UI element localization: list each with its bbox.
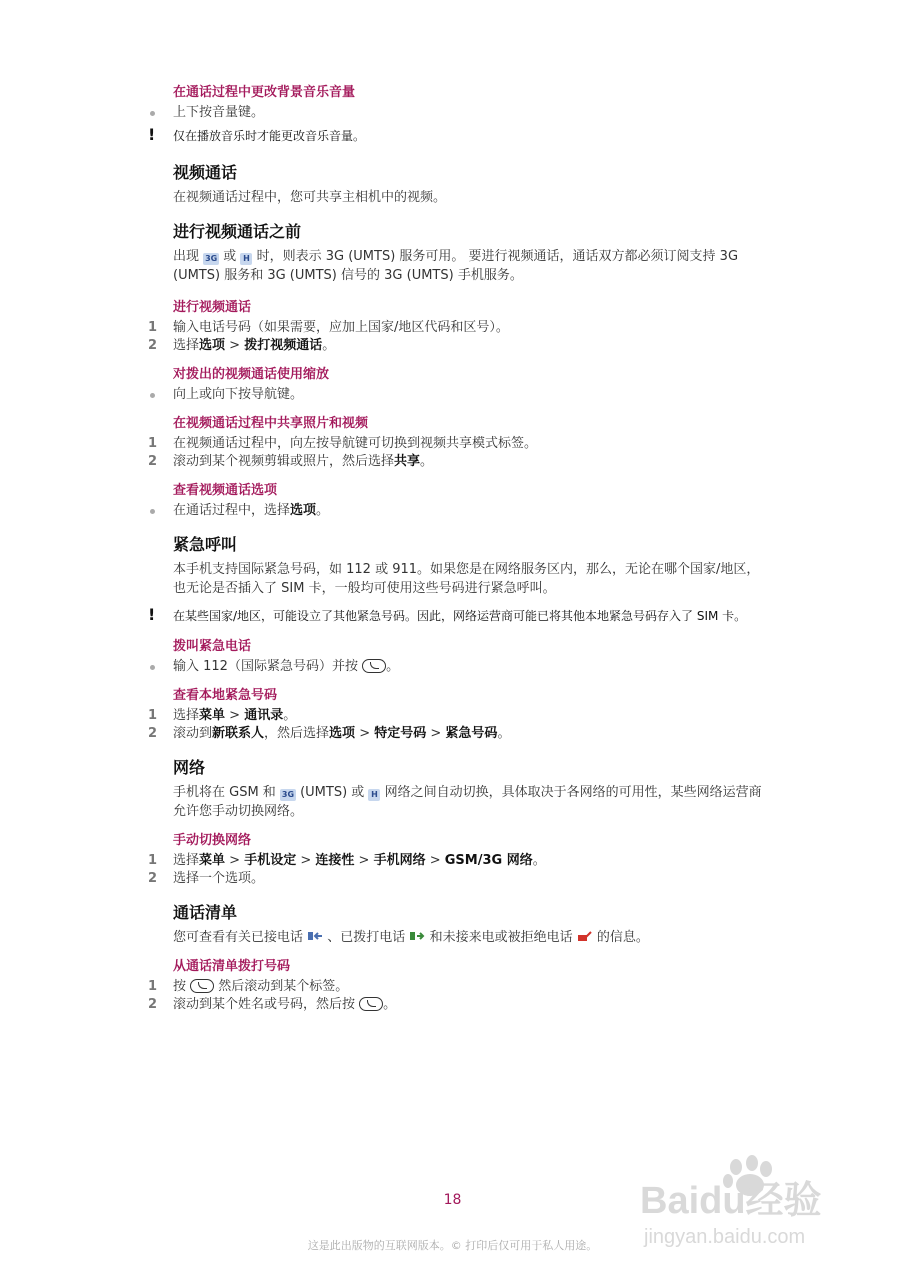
step-text: 然后滚动到某个标签。 [218,979,349,994]
footer-note: 这是此出版物的互联网版本。© 打印后仅可用于私人用途。 [307,1239,598,1252]
step-number: 2 [148,997,158,1012]
subheading-switch-network: 手动切换网络 [173,833,252,848]
menu-term: 紧急号码 [445,726,498,741]
subheading-local-emergency: 查看本地紧急号码 [173,688,278,703]
step-text: ，然后选择 [264,726,330,741]
3g-icon: 3G [281,790,295,799]
step-item [148,453,768,471]
step-number: 1 [148,320,158,335]
text: 、已拨打电话 [327,930,406,945]
text: 手机将在 GSM 和 [173,785,276,800]
text: 您可查看有关已接电话 [173,930,304,945]
step-number: 1 [148,708,158,723]
menu-term: 通讯录 [244,708,284,723]
watermark-brand: Baidu经验 [640,1180,822,1222]
dialled-call-icon [409,930,425,942]
punct: 。 [316,503,330,518]
text: 时，则表示 3G (UMTS) 服务可用。 要进行视频通话，通话双方都必须订阅支持 3G (UMTS) 服务和 3G (UMTS) 信号的 3G (UMTS) 手机服务。 [173,249,739,283]
bullet-icon [150,509,155,514]
step-text: 在视频通话过程中，向左按导航键可切换到视频共享模式标签。 [173,436,538,451]
hsdpa-icon: H [368,789,380,801]
paragraph: 在视频通话过程中，您可共享主相机中的视频。 [173,190,447,205]
punct: 。 [322,338,336,353]
step-item [148,870,768,888]
bullet-text: 上下按音量键。 [173,105,265,120]
step-item: 1 选择菜单 > 手机设定 > 连接性 > 手机网络 > GSM/3G 网络。 [148,853,546,868]
paragraph-network [173,783,768,821]
note-text: 在某些国家/地区，可能设立了其他紧急号码。因此，网络运营商可能已将其他本地紧急号码存入了 SIM 卡。 [173,609,747,623]
paragraph-call-log [173,928,768,947]
step-number: 1 [148,853,158,868]
menu-term: 选项 [199,338,226,353]
menu-term: 菜单 [199,853,226,868]
step-text: 选择一个选项。 [173,871,265,886]
note-text: 仅在播放音乐时才能更改音乐音量。 [173,129,366,143]
bullet-text: 在通话过程中，选择 [173,503,291,518]
answered-call-icon [307,930,323,942]
menu-term: GSM/3G 网络 [444,853,533,868]
step-item: 1 选择菜单 > 通讯录。 [148,708,297,723]
paragraph-3g [173,247,768,285]
step-number: 1 [148,436,158,451]
call-key-icon [362,659,386,673]
3g-icon: 3G [205,254,218,263]
menu-term: 连接性 [315,853,355,868]
punct: 。 [383,997,397,1012]
menu-term: 共享 [394,454,421,469]
bullet-item [148,658,768,676]
subheading-call-from-log: 从通话清单拨打号码 [173,959,291,974]
bullet-icon [150,111,155,116]
exclamation-icon: ! [148,605,156,624]
bullet-icon [150,393,155,398]
step-number: 1 [148,979,158,994]
menu-term: 新联系人 [212,726,265,741]
step-item [148,337,768,355]
text: 的信息。 [596,930,649,945]
heading-before-video-call: 进行视频通话之前 [173,222,302,241]
watermark-url: jingyan.baidu.com [644,1226,806,1248]
menu-term: 拨打视频通话 [244,338,323,353]
step-item [148,319,768,337]
step-number: 2 [148,338,158,353]
text: 和未接来电或被拒绝电话 [429,930,573,945]
text: 出现 [173,249,200,264]
baidu-watermark-logo [640,1155,880,1265]
step-number: 2 [148,871,158,886]
bullet-icon [150,665,155,670]
subheading-music-volume: 在通话过程中更改背景音乐音量 [173,85,356,100]
bullet-item [148,104,768,122]
heading-video-call: 视频通话 [173,163,238,182]
step-item: 2 滚动到新联系人，然后选择选项 > 特定号码 > 紧急号码。 [148,726,511,741]
exclamation-icon: ! [148,125,156,144]
step-text: 滚动到某个视频剪辑或照片，然后选择 [173,454,395,469]
step-text: 选择 [173,338,200,353]
menu-term: 选项 [329,726,356,741]
note [148,125,768,144]
subheading-dial-emergency: 拨叫紧急电话 [173,639,252,654]
subheading-zoom: 对拨出的视频通话使用缩放 [173,367,330,382]
text: (UMTS) 或 [300,785,365,800]
menu-term: 手机网络 [373,853,426,868]
call-key-icon [190,979,214,993]
call-key-icon [359,997,383,1011]
punct: 。 [420,454,434,469]
step-text: 按 [173,979,187,994]
subheading-share: 在视频通话过程中共享照片和视频 [173,416,369,431]
step-text: 滚动到某个姓名或号码，然后按 [173,997,356,1012]
paragraph: 本手机支持国际紧急号码，如 112 或 911。如果您是在网络服务区内，那么，无论在哪个国家/地区，也无论是否插入了 SIM 卡，一般均可使用这些号码进行紧急呼叫。 [173,562,760,596]
step-number: 2 [148,726,158,741]
bullet-text: 向上或向下按导航键。 [173,387,304,402]
separator: > [225,338,245,353]
step-item [148,978,768,996]
hsdpa-icon: H [240,253,252,265]
subheading-make-video-call: 进行视频通话 [173,300,252,315]
heading-network: 网络 [173,758,206,777]
bullet-text: 输入 112（国际紧急号码）并按 [173,659,358,674]
step-item [148,996,768,1014]
content [148,84,768,1014]
step-item [148,435,768,453]
note [148,605,768,624]
text: 网络之间自动切换，具体取决于各网络的可用性，某些网络运营商允许您手动切换网络。 [173,785,762,819]
bullet-item [148,386,768,404]
missed-call-icon [577,930,593,942]
step-text: 选择 [173,853,200,868]
bullet-item [148,502,768,520]
menu-term: 菜单 [199,708,226,723]
heading-call-log: 通话清单 [173,903,238,922]
menu-term: 特定号码 [374,726,427,741]
step-number: 2 [148,454,158,469]
menu-term: 手机设定 [244,853,297,868]
text: 或 [223,249,237,264]
punct: 。 [386,659,400,674]
step-text: 输入电话号码（如果需要，应加上国家/地区代码和区号）。 [173,320,509,335]
page-number: 18 [443,1192,462,1208]
step-text: 选择 [173,708,200,723]
heading-emergency: 紧急呼叫 [173,535,238,554]
subheading-options: 查看视频通话选项 [173,483,278,498]
step-text: 滚动到 [173,726,213,741]
menu-term: 选项 [290,503,317,518]
